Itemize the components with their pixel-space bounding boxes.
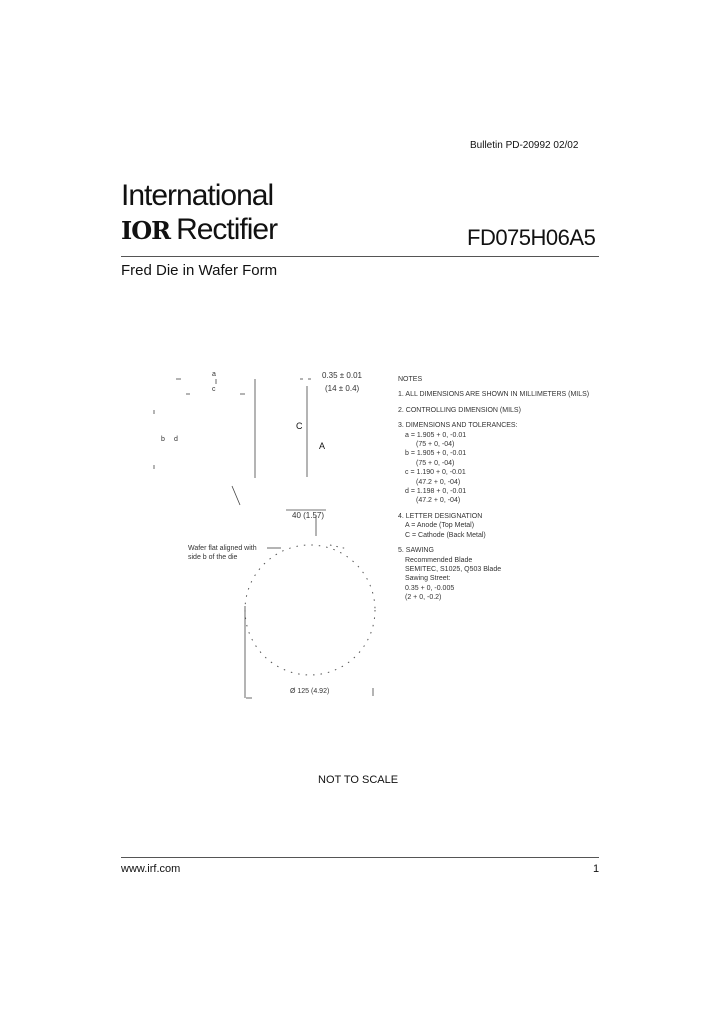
note-3d-mils: (47.2 + 0, -04): [416, 497, 461, 505]
note-5b: SEMITEC, S1025, Q503 Blade: [405, 565, 502, 573]
wafer-flat-note-1: Wafer flat aligned with: [188, 545, 257, 552]
note-4b: C = Cathode (Back Metal): [405, 531, 486, 539]
note-5a: Recommended Blade: [405, 556, 473, 564]
page-number: 1: [593, 863, 600, 875]
company-logo-line1: International: [121, 179, 274, 212]
notes-block: [398, 375, 589, 603]
dim-thickness-mils: (14 ± 0.4): [325, 384, 360, 393]
not-to-scale-note: NOT TO SCALE: [318, 774, 399, 786]
note-3c-mils: (47.2 + 0, -04): [416, 478, 461, 486]
note-5d: 0.35 + 0, -0.005: [405, 584, 455, 592]
cathode-label: C: [296, 421, 303, 431]
note-5: 5. SAWING: [398, 547, 434, 555]
logo-rectifier-text: Rectifier: [176, 213, 278, 246]
note-4a: A = Anode (Top Metal): [405, 522, 475, 530]
bulletin-number: Bulletin PD-20992 02/02: [470, 140, 579, 151]
dim-a-label: a: [212, 371, 216, 378]
note-3a-mils: (75 + 0, -04): [416, 441, 455, 449]
note-2: 2. CONTROLLING DIMENSION (MILS): [398, 406, 521, 414]
dim-flat-length: 40 (1.57): [292, 511, 325, 520]
wafer-flat-note-2: side b of the die: [188, 554, 238, 561]
note-3b-mils: (75 + 0, -04): [416, 459, 455, 467]
note-1: 1. ALL DIMENSIONS ARE SHOWN IN MILLIMETERS (MILS): [398, 391, 590, 399]
ior-logo-icon: IOR: [121, 215, 171, 245]
part-number: FD075H06A5: [467, 225, 596, 250]
dim-thickness: 0.35 ± 0.01: [322, 371, 362, 380]
note-3c: c = 1.190 + 0, -0.01: [405, 469, 466, 477]
note-5e: (2 + 0, -0.2): [405, 594, 442, 602]
dim-b-label: b: [161, 436, 165, 443]
wafer-diameter: Ø 125 (4.92): [290, 688, 330, 695]
footer-divider: [121, 857, 599, 858]
note-3d: d = 1.198 + 0, -0.01: [405, 488, 467, 496]
note-3: 3. DIMENSIONS AND TOLERANCES:: [398, 422, 518, 430]
note-4: 4. LETTER DESIGNATION: [398, 512, 483, 520]
notes-title: NOTES: [398, 376, 423, 383]
dim-d-label: d: [174, 436, 178, 443]
note-5c: Sawing Street:: [405, 575, 451, 583]
anode-label: A: [319, 441, 326, 451]
dim-c-label: c: [212, 386, 216, 393]
document-subtitle: Fred Die in Wafer Form: [121, 262, 278, 279]
footer-url: www.irf.com: [121, 863, 181, 875]
note-3b: b = 1.905 + 0, -0.01: [405, 450, 467, 458]
note-3a: a = 1.905 + 0, -0.01: [405, 431, 467, 439]
